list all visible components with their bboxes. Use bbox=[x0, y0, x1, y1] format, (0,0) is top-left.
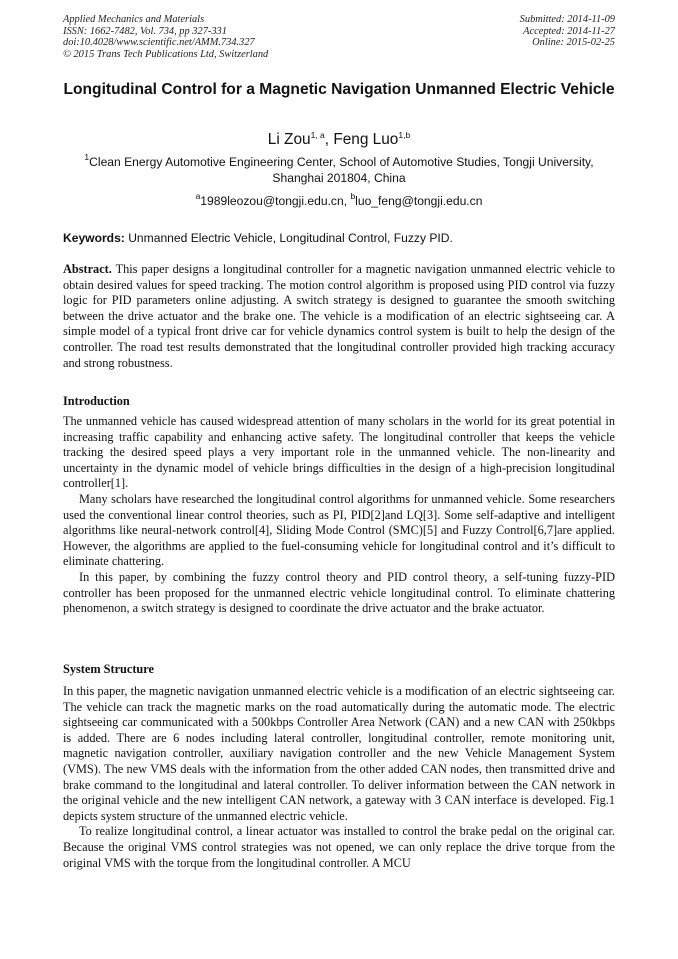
paragraph: Many scholars have researched the longitudinal control algorithms for unmanned vehicle. Some researchers used the conventional linear control theories, such as PI, PID[2]and LQ[3]. Some self-adaptive and intelligent algorithms like neural-network control[4], Sliding Mode Control (SMC)[5] and Fuzzy Control[6,7]are applied. However, the algorithms are applied to the fuel-consuming vehicle for longitudinal control and it’s difficult to eliminate chattering. bbox=[63, 491, 615, 569]
section-heading-system-structure: System Structure bbox=[63, 662, 154, 676]
email-link[interactable]: 1989leozou@tongji.edu.cn bbox=[200, 194, 344, 208]
author-affiliation-mark: 1,b bbox=[398, 130, 411, 140]
submitted-date: Submitted: 2014-11-09 bbox=[519, 14, 615, 25]
abstract bbox=[63, 262, 615, 371]
abstract-label: Abstract. bbox=[63, 262, 112, 276]
author-affiliation-mark: 1, a bbox=[310, 130, 325, 140]
author-list bbox=[63, 130, 615, 149]
system-structure-section bbox=[63, 684, 615, 871]
keywords-text: Unmanned Electric Vehicle, Longitudinal Control, Fuzzy PID. bbox=[124, 231, 453, 245]
journal-name: Applied Mechanics and Materials bbox=[63, 14, 205, 25]
email-mark: b bbox=[350, 191, 356, 201]
affiliation-mark: 1 bbox=[84, 152, 90, 162]
doi-line[interactable]: doi:10.4028/www.scientific.net/AMM.734.327 bbox=[63, 37, 255, 49]
introduction-section bbox=[63, 414, 615, 617]
keywords bbox=[63, 230, 615, 246]
email-mark: a bbox=[195, 191, 201, 201]
author-separator: , bbox=[324, 131, 334, 148]
online-date: Online: 2015-02-25 bbox=[532, 37, 615, 49]
affiliation-text: Clean Energy Automotive Engineering Center, School of Automotive Studies, Tongji University, Shanghai 201804, China bbox=[89, 155, 594, 185]
paragraph: In this paper, the magnetic navigation unmanned electric vehicle is a modification of an electric sightseeing car. The vehicle can track the magnetic marks on the road automatically during the automatic mode. The electric sightseeing car communicated with a 500kbps Controller Area Network (CAN) and a new CAN with 250kbps is added. There are 6 nodes including lateral controller, longitudinal controller, remote monitoring unit, magnetic navigation controller, auxiliary navigation controller and the new Vehicle Management System (VMS). The new VMS deals with the information from the other added CAN nodes, then transmitted drive and brake command to the longitudinal and lateral controller. To deliver information between the CAN network in the original vehicle and the new intelligent CAN network, a gateway with 3 CAN interface is developed. Fig.1 depicts system structure of the unmanned electric vehicle. bbox=[63, 684, 615, 823]
dates-header bbox=[395, 14, 615, 49]
author-name: Feng Luo bbox=[333, 131, 399, 148]
abstract-paragraph bbox=[63, 262, 615, 371]
abstract-text: This paper designs a longitudinal controller for a magnetic navigation unmanned electric vehicle to obtain desired values for speed tracking. The motion control algorithm is proposed using PID control via fuzzy logic for PID parameters online adjusting. A switch strategy is designed to guarantee the smooth switching between the drive actuator and the brake one. The vehicle is a modification of an electric sightseeing car. A simple model of a typical front drive car for vehicle dynamics control system is built to help the design of the controller. The road test results demonstrated that the longitudinal controller provided high tracking accuracy and strong robustness. bbox=[63, 262, 615, 370]
email-link[interactable]: luo_feng@tongji.edu.cn bbox=[355, 194, 483, 208]
accepted-date: Accepted: 2014-11-27 bbox=[523, 25, 615, 37]
copyright-line: © 2015 Trans Tech Publications Ltd, Switzerland bbox=[63, 48, 269, 60]
email-separator: , bbox=[343, 194, 351, 208]
author-name: Li Zou bbox=[267, 131, 311, 148]
paragraph: In this paper, by combining the fuzzy control theory and PID control theory, a self-tuning fuzzy-PID controller has been proposed for the unmanned electric vehicle longitudinal control. To eliminate chattering phenomenon, a switch strategy is designed to coordinate the drive actuator and the brake actuator. bbox=[63, 569, 615, 616]
journal-header bbox=[63, 14, 363, 60]
paper-title: Longitudinal Control for a Magnetic Navigation Unmanned Electric Vehicle bbox=[63, 81, 615, 98]
paragraph: To realize longitudinal control, a linear actuator was installed to control the brake pedal on the original car. Because the original VMS control strategies was not opened, we can only replace the drive torque from the original VMS with the torque from the longitudinal controller. A MCU bbox=[63, 824, 615, 870]
section-heading-introduction: Introduction bbox=[63, 394, 130, 408]
affiliation bbox=[63, 154, 615, 186]
author-emails bbox=[63, 193, 615, 209]
paragraph: The unmanned vehicle has caused widespread attention of many scholars in the world for its great potential in increasing traffic capability and enhancing active safety. The longitudinal controller that keeps the vehicle tracking the desired speed plays a very important role in the unmanned vehicle. The non-linearity and uncertainty in the dynamic model of vehicle brings difficulties in the design of a high-precision longitudinal controller[1]. bbox=[63, 414, 615, 491]
keywords-label: Keywords: bbox=[63, 231, 125, 245]
issn-line: ISSN: 1662-7482, Vol. 734, pp 327-331 bbox=[63, 25, 227, 37]
